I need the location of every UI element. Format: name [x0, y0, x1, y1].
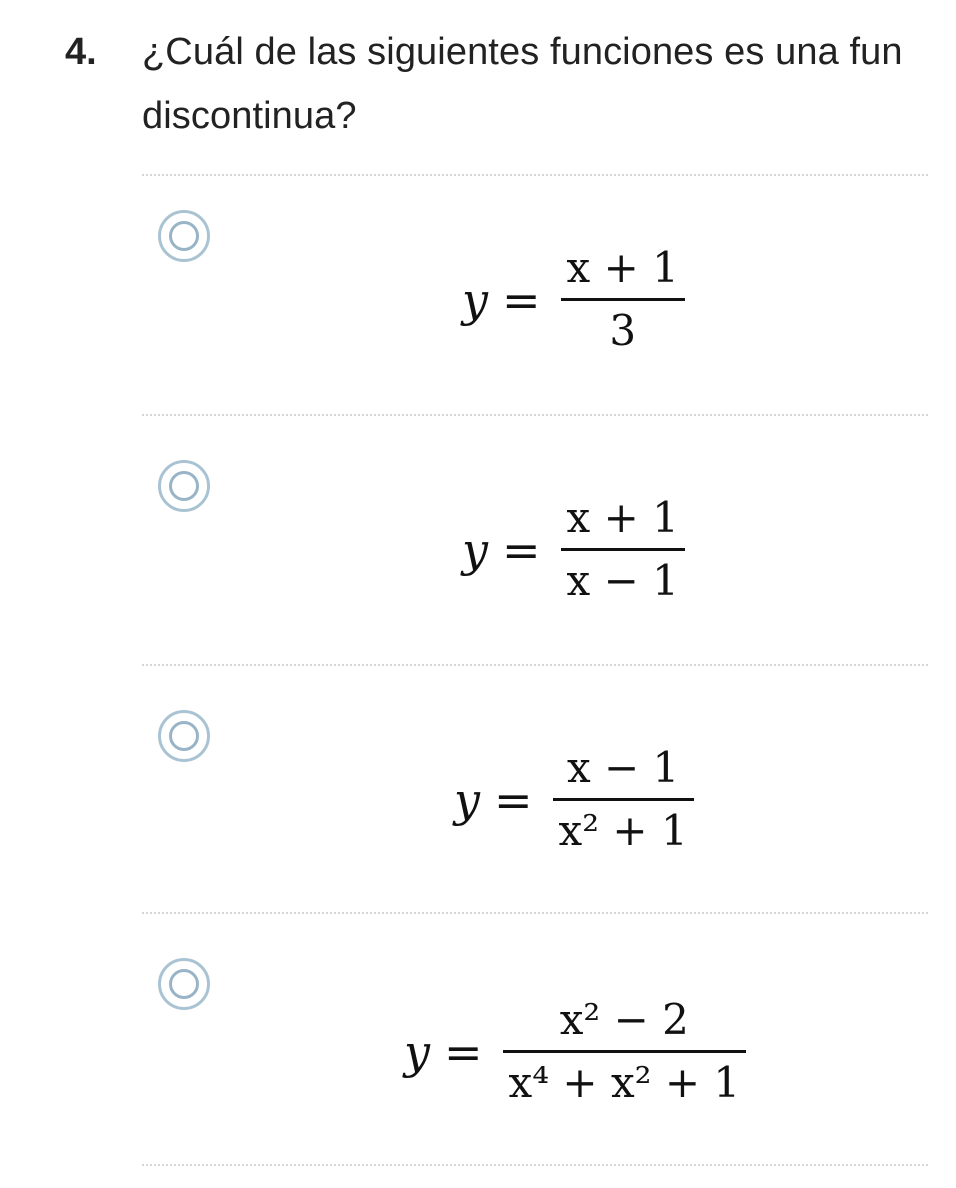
divider [142, 1164, 928, 1166]
answer-option-d[interactable] [142, 938, 928, 1158]
formula-equals: = [494, 772, 533, 827]
formula-lhs: y [462, 272, 488, 327]
divider [142, 912, 928, 914]
denominator: x⁴ + x² + 1 [508, 1058, 741, 1107]
question [0, 20, 956, 140]
numerator: x + 1 [566, 493, 679, 542]
formula-lhs: y [454, 772, 480, 827]
radio-button-b[interactable] [158, 460, 210, 512]
formula-equals: = [502, 522, 541, 577]
fraction [561, 492, 685, 607]
question-text [142, 20, 903, 140]
numerator: x − 1 [566, 743, 680, 792]
numerator: x + 1 [566, 243, 679, 292]
denominator: x − 1 [566, 556, 679, 605]
fraction-bar [553, 798, 694, 801]
fraction [503, 994, 747, 1109]
formula-b [462, 492, 685, 607]
answer-option-c[interactable] [142, 690, 928, 910]
formula-a [462, 242, 685, 357]
formula-d [404, 994, 746, 1109]
fraction [561, 242, 685, 357]
formula-equals: = [502, 272, 541, 327]
question-text-line-2: discontinua? [142, 95, 357, 137]
formula-lhs: y [462, 522, 488, 577]
formula-equals: = [444, 1024, 483, 1079]
question-number: 4. [65, 31, 97, 73]
answer-option-a[interactable] [142, 190, 928, 410]
fraction-bar [503, 1050, 747, 1053]
fraction-bar [561, 548, 685, 551]
denominator: x² + 1 [558, 806, 688, 855]
formula-lhs: y [404, 1024, 430, 1079]
question-text-line-1: ¿Cuál de las siguientes funciones es una fun [142, 31, 903, 73]
radio-button-d[interactable] [158, 958, 210, 1010]
answer-option-b[interactable] [142, 440, 928, 660]
formula-c [454, 742, 694, 857]
divider [142, 414, 928, 416]
fraction [553, 742, 694, 857]
numerator: x² − 2 [559, 995, 689, 1044]
divider [142, 174, 928, 176]
radio-button-c[interactable] [158, 710, 210, 762]
radio-button-a[interactable] [158, 210, 210, 262]
denominator: 3 [609, 306, 637, 355]
divider [142, 664, 928, 666]
fraction-bar [561, 298, 685, 301]
